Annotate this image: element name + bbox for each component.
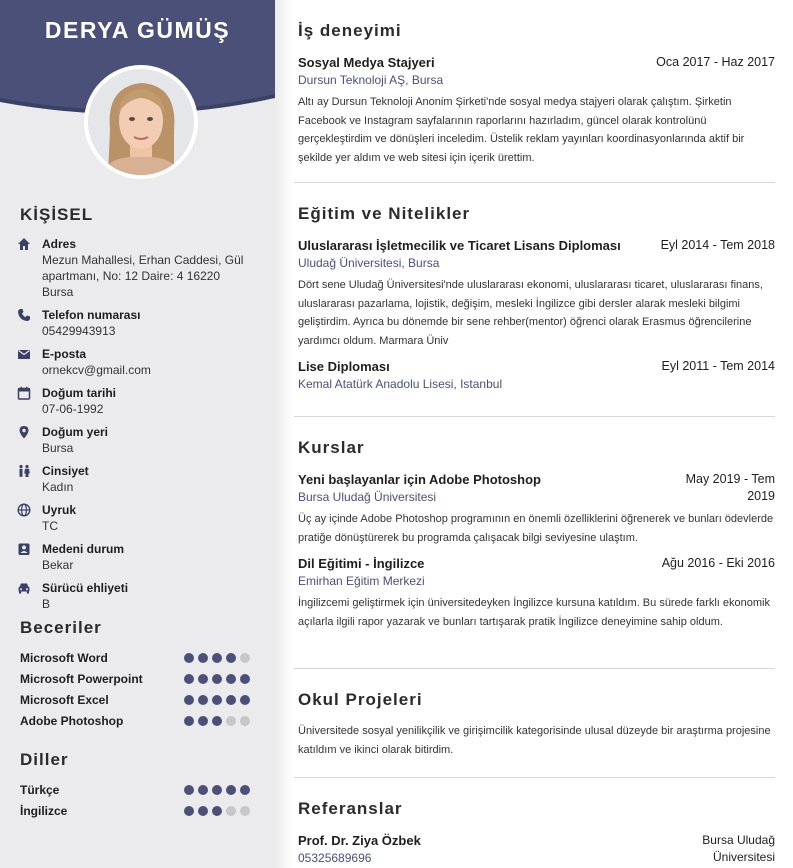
personal-item-email <box>17 346 267 378</box>
rating-dot-filled <box>198 653 208 663</box>
entry-organization: Emirhan Eğitim Merkezi <box>298 574 425 588</box>
personal-item-birthdate <box>17 385 267 417</box>
course-entry <box>298 555 775 631</box>
rating-dot-filled <box>184 785 194 795</box>
rating-dot-filled <box>198 806 208 816</box>
rating-dot-filled <box>198 674 208 684</box>
language-name: Türkçe <box>20 782 60 797</box>
calendar-icon <box>17 386 31 400</box>
rating-dot-filled <box>212 806 222 816</box>
skills-list <box>20 647 250 731</box>
rating-dot-filled <box>226 674 236 684</box>
language-rating <box>184 806 250 816</box>
personal-item-license <box>17 580 267 612</box>
personal-label: Uyruk <box>42 503 77 517</box>
personal-label: Adres <box>42 237 77 251</box>
avatar <box>84 65 198 179</box>
rating-dot-filled <box>212 785 222 795</box>
sidebar <box>0 0 275 868</box>
entry-description: Üç ay içinde Adobe Photoshop programının en önemli özelliklerini öğrenerek ve bunları ödevlerde pratiğe dönüştürerek bu programda çalışacak bilgi seviyesine ulaştım. <box>298 513 774 544</box>
experience-title: İş deneyimi <box>298 21 402 40</box>
personal-label: Medeni durum <box>42 542 125 556</box>
section-divider <box>294 668 775 669</box>
reference-organization: Bursa Uludağ Üniversitesi <box>702 833 775 864</box>
rating-dot-filled <box>212 716 222 726</box>
personal-item-marital <box>17 541 267 573</box>
rating-dot-filled <box>226 785 236 795</box>
projects-title: Okul Projeleri <box>298 690 423 709</box>
rating-dot-empty <box>240 806 250 816</box>
language-name: İngilizce <box>20 803 68 818</box>
entry-organization: Dursun Teknoloji AŞ, Bursa <box>298 73 444 87</box>
entry-organization: Kemal Atatürk Anadolu Lisesi, Istanbul <box>298 377 503 391</box>
skill-rating <box>184 653 250 663</box>
language-row <box>20 779 250 800</box>
skill-rating <box>184 716 250 726</box>
education-entry <box>298 237 775 350</box>
skill-rating <box>184 695 250 705</box>
course-entry <box>298 471 775 547</box>
personal-label: Telefon numarası <box>42 308 141 322</box>
entry-description: Altı ay Dursun Teknoloji Anonim Şirketi'nde sosyal medya stajyeri olarak çalıştım. Şirketin Facebook ve Instagram sayfalarının raporlarını hazırladım, güncel olarak kontrolünü gerçekleştirdim ve dönüşleri inceledim. Üstelik reklam yayınları koordinasyonlarında aktif bir şekilde yer aldım ve web sitesi için içerik ürettim. <box>298 96 745 164</box>
skill-row <box>20 689 250 710</box>
skill-row <box>20 668 250 689</box>
personal-value: Bekar <box>42 558 74 572</box>
rating-dot-filled <box>240 674 250 684</box>
courses-section <box>298 438 775 631</box>
skill-rating <box>184 674 250 684</box>
education-title: Eğitim ve Nitelikler <box>298 204 471 223</box>
rating-dot-filled <box>184 674 194 684</box>
section-divider <box>294 416 775 417</box>
entry-description: Dört sene Uludağ Üniversitesi'nde uluslararası ekonomi, uluslararası ticaret, uluslararası finans, uluslararası pazarlama, lojistik, değişim, mesleki İngilizce gibi dersler alarak mesleki bilgimi geliştirdim. Ayrıca bu dönemde bir sene rehber(mentor) öğrenci olarak Erasmus öğrencilerine yardımcı oldum. Marmara Üniv <box>298 279 763 347</box>
mail-icon <box>17 347 31 361</box>
skill-name: Microsoft Powerpoint <box>20 671 143 686</box>
personal-item-birthplace <box>17 424 267 456</box>
globe-icon <box>17 503 31 517</box>
personal-info-list <box>17 236 267 619</box>
rating-dot-filled <box>212 674 222 684</box>
entry-organization: Uludağ Üniversitesi, Bursa <box>298 256 440 270</box>
skill-name: Microsoft Excel <box>20 692 109 707</box>
personal-section-title: KİŞİSEL <box>20 205 94 224</box>
sidebar-shadow <box>275 0 293 868</box>
rating-dot-filled <box>226 695 236 705</box>
car-icon <box>17 581 31 595</box>
entry-title: Yeni başlayanlar için Adobe Photoshop <box>298 472 541 487</box>
skill-row <box>20 647 250 668</box>
gender-icon <box>17 464 31 478</box>
id-badge-icon <box>17 542 31 556</box>
home-icon <box>17 237 31 251</box>
location-icon <box>17 425 31 439</box>
personal-value: 05429943913 <box>42 324 116 338</box>
rating-dot-empty <box>226 806 236 816</box>
entry-date: May 2019 - Tem 2019 <box>685 472 775 503</box>
rating-dot-filled <box>226 653 236 663</box>
entry-date: Oca 2017 - Haz 2017 <box>656 55 775 69</box>
rating-dot-empty <box>240 653 250 663</box>
rating-dot-filled <box>198 716 208 726</box>
rating-dot-filled <box>184 653 194 663</box>
personal-label: Cinsiyet <box>42 464 89 478</box>
profile-photo <box>88 69 194 175</box>
skill-name: Microsoft Word <box>20 650 108 665</box>
skill-name: Adobe Photoshop <box>20 713 124 728</box>
entry-title: Lise Diploması <box>298 359 390 374</box>
entry-title: Sosyal Medya Stajyeri <box>298 55 435 70</box>
rating-dot-empty <box>240 716 250 726</box>
personal-label: Doğum tarihi <box>42 386 116 400</box>
entry-organization: Bursa Uludağ Üniversitesi <box>298 490 437 504</box>
personal-value: 07-06-1992 <box>42 402 104 416</box>
rating-dot-filled <box>212 653 222 663</box>
rating-dot-filled <box>198 695 208 705</box>
entry-title: Dil Eğitimi - İngilizce <box>298 556 425 571</box>
section-divider <box>294 182 775 183</box>
rating-dot-filled <box>184 806 194 816</box>
personal-value: Mezun Mahallesi, Erhan Caddesi, Gül apartmanı, No: 12 Daire: 4 16220 Bursa <box>42 253 244 299</box>
rating-dot-filled <box>240 785 250 795</box>
personal-value: B <box>42 597 51 611</box>
personal-value: TC <box>42 519 58 533</box>
language-rating <box>184 785 250 795</box>
rating-dot-filled <box>184 695 194 705</box>
reference-name: Prof. Dr. Ziya Özbek <box>298 833 421 848</box>
personal-value: Bursa <box>42 441 74 455</box>
entry-description: İngilizcemi geliştirmek için üniversitedeyken İngilizce kursuna katıldım. Bu sürede farklı ekonomik açılarla ilgili rapor yazarak ve bunları tartışarak pratik İngilizce deneyimine sahip oldum. <box>298 597 770 628</box>
reference-phone: 05325689696 <box>298 851 372 865</box>
skills-section-title: Beceriler <box>20 618 102 637</box>
references-section <box>298 799 775 867</box>
language-row <box>20 800 250 821</box>
personal-item-address <box>17 236 267 300</box>
personal-label: Sürücü ehliyeti <box>42 581 129 595</box>
personal-item-nationality <box>17 502 267 534</box>
education-entry <box>298 358 775 393</box>
personal-value: Kadın <box>42 480 74 494</box>
rating-dot-filled <box>240 695 250 705</box>
entry-date: Ağu 2016 - Eki 2016 <box>661 556 775 570</box>
rating-dot-filled <box>212 695 222 705</box>
experience-entry <box>298 54 775 167</box>
section-divider <box>294 777 775 778</box>
personal-item-gender <box>17 463 267 495</box>
rating-dot-empty <box>226 716 236 726</box>
cv-name: DERYA GÜMÜŞ <box>44 17 231 43</box>
personal-label: E-posta <box>42 347 87 361</box>
projects-section <box>298 690 775 759</box>
entry-date: Eyl 2014 - Tem 2018 <box>660 238 775 252</box>
education-section <box>298 204 775 393</box>
courses-title: Kurslar <box>298 438 365 457</box>
languages-list <box>20 779 250 821</box>
rating-dot-filled <box>184 716 194 726</box>
personal-label: Doğum yeri <box>42 425 109 439</box>
projects-description: Üniversitede sosyal yenilikçilik ve girişimcilik kategorisinde ulusal düzeyde bir araştırma projesine katıldım ve ikinci olarak bitirdim. <box>298 725 771 756</box>
entry-date: Eyl 2011 - Tem 2014 <box>661 359 775 373</box>
personal-item-phone <box>17 307 267 339</box>
rating-dot-filled <box>198 785 208 795</box>
skill-row <box>20 710 250 731</box>
personal-value: ornekcv@gmail.com <box>42 363 151 377</box>
phone-icon <box>17 308 31 322</box>
reference-entry <box>298 832 775 867</box>
entry-title: Uluslararası İşletmecilik ve Ticaret Lisans Diploması <box>298 238 621 253</box>
references-title: Referanslar <box>298 799 403 818</box>
experience-section <box>298 21 775 167</box>
languages-section-title: Diller <box>20 750 69 769</box>
